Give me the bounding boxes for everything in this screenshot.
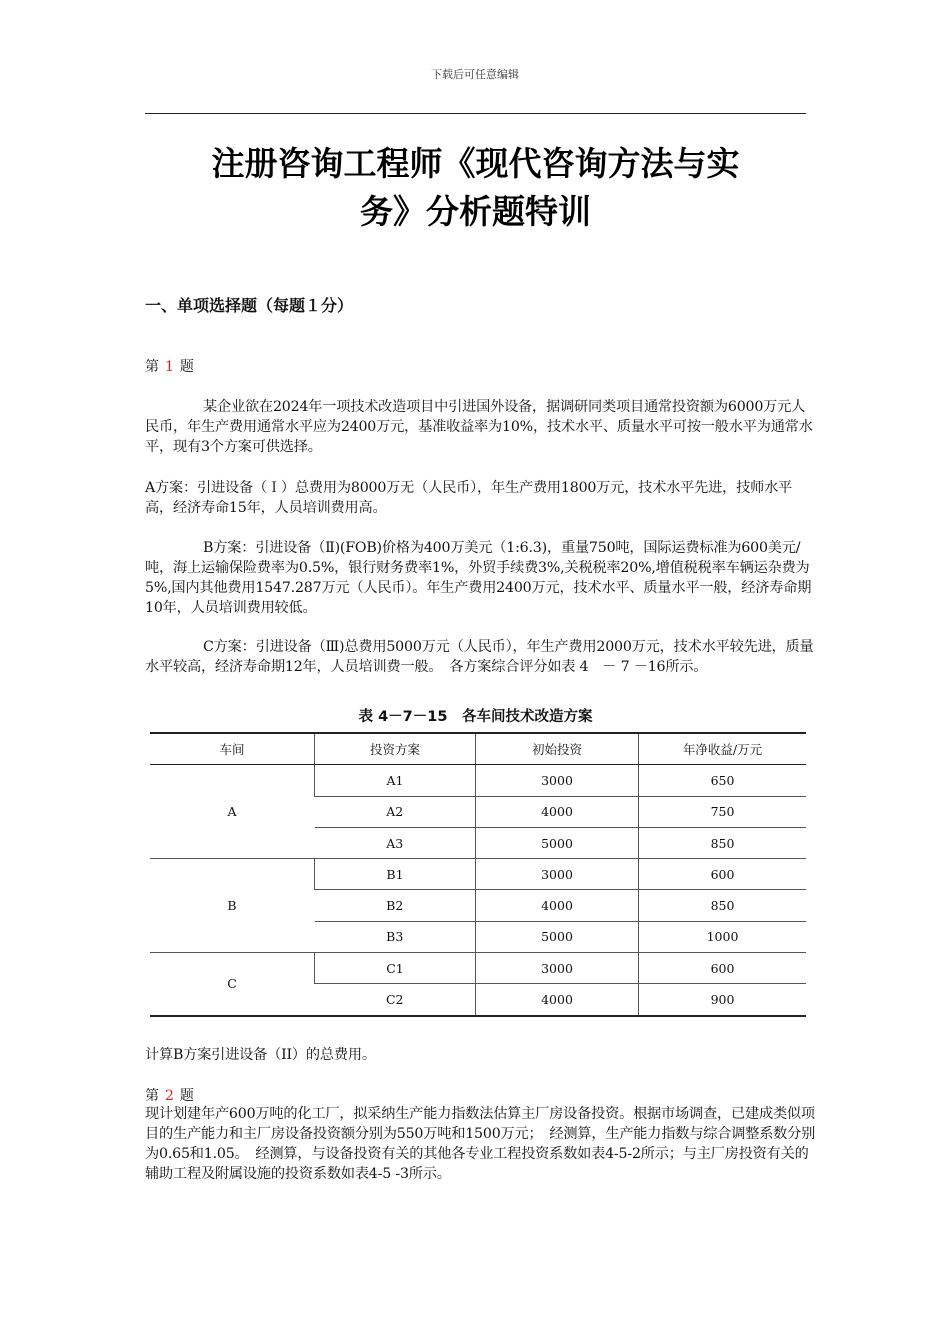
question-1-task: 计算B方案引进设备（II）的总费用。 [145, 1047, 376, 1063]
plan-cell: C2 [315, 984, 476, 1016]
plan-b-paragraph: B方案：引进设备（Ⅱ)(FOB)价格为400万美元（1:6.3)，重量750吨，国际运费标准为600美元/吨，海上运输保险费率为0.5%，银行财务费率1%，外贸手续费3%,关税税率20%,增值税税率车辆运杂费为5%,国内其他费用1547.287万元（人民币）。年生产费用2400万元，技术水平、质量水平一般，经济寿命期10年，人员培训费用较低。 [145, 540, 812, 616]
plan-cell: B1 [315, 859, 476, 890]
table-caption: 表 4－7－15 各车间技术改造方案 [358, 709, 593, 725]
plan-a-paragraph: A方案：引进设备（Ｉ）总费用为8000万无（人民币），年生产费用1800万元，技术水平先进，技师水平高，经济寿命15年，人员培训费用高。 [145, 480, 793, 516]
investment-cell: 4000 [476, 984, 639, 1016]
investment-cell: 3000 [476, 765, 639, 796]
col-header-investment: 初始投资 [476, 733, 639, 765]
income-cell: 650 [639, 765, 807, 796]
investment-cell: 4000 [476, 890, 639, 921]
income-cell: 850 [639, 827, 807, 858]
investment-cell: 3000 [476, 859, 639, 890]
plans-table [150, 732, 806, 1017]
investment-cell: 4000 [476, 796, 639, 827]
table-row [150, 859, 806, 890]
question-2-label [145, 1085, 194, 1105]
question-suffix: 题 [179, 359, 194, 375]
income-cell: 600 [639, 859, 807, 890]
title-line-2: 务》分析题特训 [360, 192, 591, 231]
page-header: 下载后可任意编辑 [431, 68, 519, 81]
table-row [150, 765, 806, 796]
title-line-1: 注册咨询工程师《现代咨询方法与实 [211, 144, 740, 183]
income-cell: 900 [639, 984, 807, 1016]
investment-cell: 5000 [476, 921, 639, 952]
col-header-income: 年净收益/万元 [639, 733, 807, 765]
plan-cell: B3 [315, 921, 476, 952]
workshop-cell: C [150, 953, 315, 1016]
plan-cell: B2 [315, 890, 476, 921]
income-cell: 850 [639, 890, 807, 921]
col-header-plan: 投资方案 [315, 733, 476, 765]
document-title [145, 140, 806, 236]
question-prefix: 第 [145, 359, 159, 375]
question-1-label [145, 356, 194, 376]
header-rule [145, 113, 806, 114]
plan-cell: A2 [315, 796, 476, 827]
plan-c-paragraph: C方案：引进设备（Ⅲ)总费用5000万元（人民币），年生产费用2000万元，技术水平较先进，质量水平较高，经济寿命期12年，人员培训费一般。 各方案综合评分如表 4 － 7 －16所示。 [145, 639, 814, 675]
investment-cell: 5000 [476, 827, 639, 858]
col-header-workshop: 车间 [150, 733, 315, 765]
investment-cell: 3000 [476, 953, 639, 984]
workshop-cell: B [150, 859, 315, 953]
income-cell: 1000 [639, 921, 807, 952]
question-1-intro: 某企业欲在2024年一项技术改造项目中引进国外设备，据调研同类项目通常投资额为6000万元人民币，年生产费用通常水平应为2400万元，基准收益率为10%，技术水平、质量水平可按一般水平为通常水平，现有3个方案可供选择。 [145, 399, 813, 455]
income-cell: 600 [639, 953, 807, 984]
question-number: 1 [165, 359, 174, 375]
plan-cell: A3 [315, 827, 476, 858]
question-number: 2 [165, 1088, 174, 1104]
income-cell: 750 [639, 796, 807, 827]
plan-cell: C1 [315, 953, 476, 984]
plan-cell: A1 [315, 765, 476, 796]
question-prefix: 第 [145, 1088, 159, 1104]
section-heading: 一、单项选择题（每题１分） [145, 296, 354, 315]
workshop-cell: A [150, 765, 315, 859]
table-row [150, 953, 806, 984]
question-2-text: 现计划建年产600万吨的化工厂，拟采纳生产能力指数法估算主厂房设备投资。根据市场调查，已建成类似项目的生产能力和主厂房设备投资额分别为550万吨和1500万元； 经测算，生产能力指数与综合调整系数分别为0.65和1.05。 经测算，与设备投资有关的其他各专业工程投资系数如表4-5-2所示；与主厂房投资有关的辅助工程及附属设施的投资系数如表4-5 -3所示。 [145, 1106, 816, 1182]
question-suffix: 题 [179, 1088, 194, 1104]
table-header-row [150, 733, 806, 765]
